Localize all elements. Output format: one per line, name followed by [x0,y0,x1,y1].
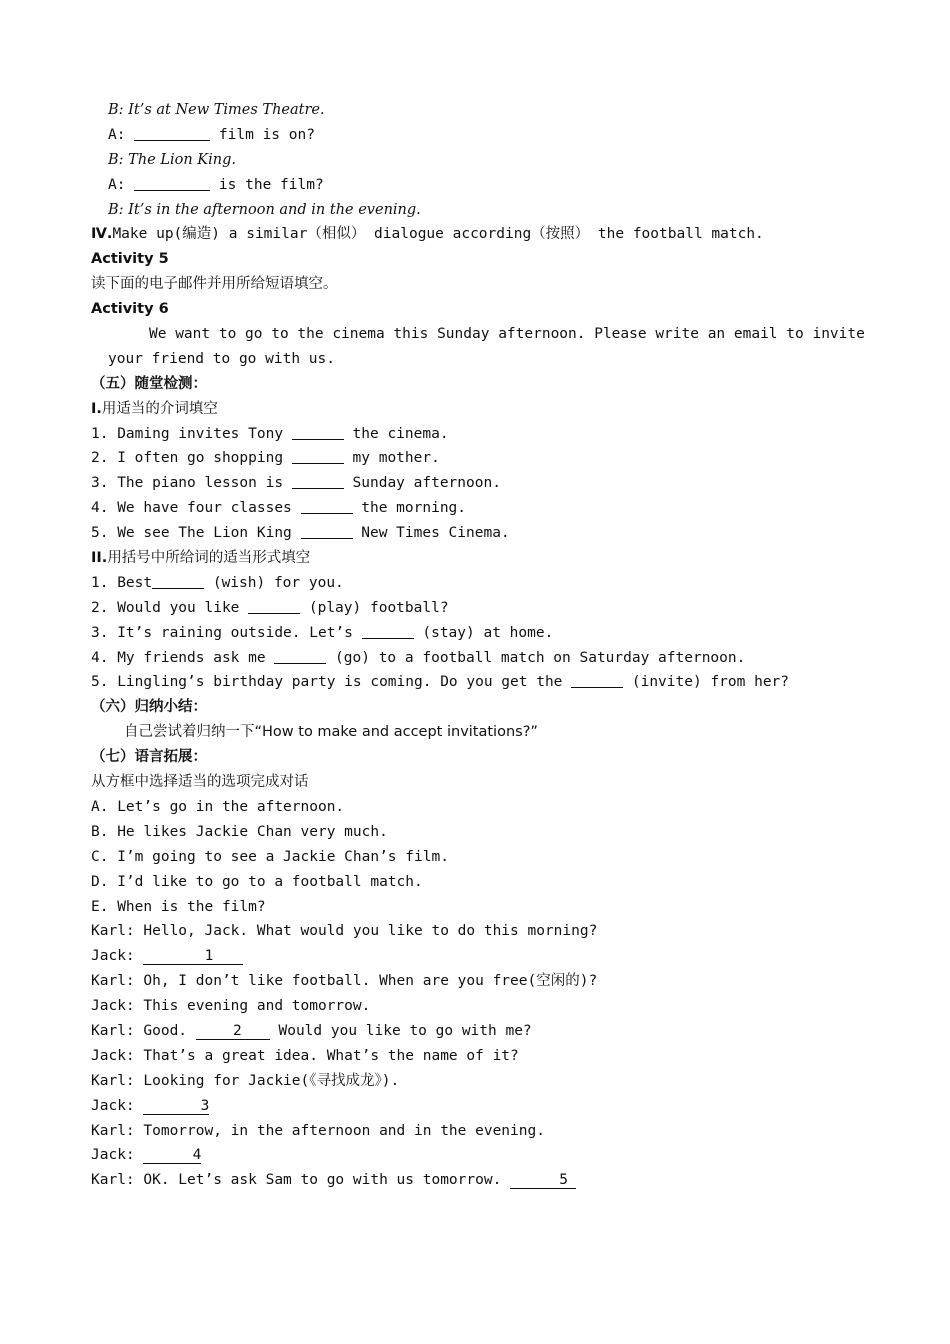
answer-blank-1[interactable]: 1 [143,948,243,965]
dialogue-line: A: film is on? [108,126,315,143]
answer-blank[interactable] [362,623,414,639]
activity-6-text: your friend to go with us. [108,350,335,367]
dialogue-line: Jack: That’s a great idea. What’s the name of it? [91,1047,519,1064]
answer-blank-3[interactable]: 3 [143,1098,209,1115]
answer-blank-2[interactable]: 2 [196,1023,270,1040]
question-item: 2. I often go shopping my mother. [91,450,440,467]
question-item: 4. My friends ask me (go) to a football match on Saturday afternoon. [91,649,746,666]
option-item: C. I’m going to see a Jackie Chan’s film. [91,848,449,865]
worksheet-page [0,98,950,1193]
activity-6-title: Activity 6 [91,301,169,318]
dialogue-line: Karl: Looking for Jackie(《寻找成龙》). [91,1072,400,1089]
answer-blank[interactable] [248,598,300,614]
answer-blank[interactable] [292,448,344,464]
answer-blank[interactable] [134,125,210,141]
answer-blank-4[interactable]: 4 [143,1147,201,1164]
answer-blank[interactable] [301,523,353,539]
dialogue-line: B: It’s in the afternoon and in the evening. [108,201,421,218]
part-2-heading: II.用括号中所给词的适当形式填空 [91,550,311,567]
dialogue-line: Karl: OK. Let’s ask Sam to go with us tomorrow. 5 [0,1168,950,1193]
answer-blank[interactable] [292,473,344,489]
question-item: 2. Would you like (play) football? [91,599,449,616]
answer-blank-5[interactable]: 5 [510,1172,576,1189]
dialogue-line: Jack: 3 [91,1097,210,1114]
task-4: Ⅳ.Make up(编造) a similar（相似） dialogue according（按照） the football match. [91,226,764,243]
section-6-text: 自己尝试着归纳一下“How to make and accept invitations?” [124,724,538,741]
question-item: 1. Best (wish) for you. [91,574,344,591]
dialogue-line: Karl: Oh, I don’t like football. When are you free(空闲的)? [91,973,598,990]
question-item: 3. It’s raining outside. Let’s (stay) at home. [91,624,554,641]
option-item: D. I’d like to go to a football match. [91,873,423,890]
section-7-instruction: 从方框中选择适当的选项完成对话 [91,774,309,791]
activity-6-text: We want to go to the cinema this Sunday afternoon. Please write an email to invite [149,326,865,343]
option-item: E. When is the film? [91,898,266,915]
question-item: 5. Lingling’s birthday party is coming. Do you get the (invite) from her? [91,674,790,691]
dialogue-line: B: The Lion King. [108,151,236,168]
dialogue-line: Karl: Good. 2 Would you like to go with me? [91,1022,532,1039]
activity-5-text: 读下面的电子邮件并用所给短语填空。 [91,276,338,293]
answer-blank[interactable] [301,498,353,514]
option-item: A. Let’s go in the afternoon. [91,798,345,815]
dialogue-line: Jack: 1 [0,944,950,969]
answer-blank[interactable] [571,672,623,688]
question-item: 1. Daming invites Tony the cinema. [91,425,449,442]
section-7-title: （七）语言拓展： [91,749,207,766]
option-item: B. He likes Jackie Chan very much. [91,823,388,840]
section-6-title: （六）归纳小结： [91,699,207,716]
question-item: 3. The piano lesson is Sunday afternoon. [91,475,501,492]
question-item: 5. We see The Lion King New Times Cinema. [91,525,510,542]
dialogue-line: Karl: Tomorrow, in the afternoon and in the evening. [91,1122,545,1139]
part-1-heading: I.用适当的介词填空 [91,400,218,417]
answer-blank[interactable] [292,424,344,440]
dialogue-line: Jack: 4 [91,1147,202,1164]
answer-blank[interactable] [274,648,326,664]
dialogue-line: B: It’s at New Times Theatre. [108,102,325,118]
dialogue-line: A: is the film? [108,176,324,193]
answer-blank[interactable] [152,573,204,589]
answer-blank[interactable] [134,175,210,191]
section-5-title: （五）随堂检测： [91,375,207,392]
dialogue-line: Karl: Hello, Jack. What would you like to do this morning? [91,923,598,940]
question-item: 4. We have four classes the morning. [91,500,467,517]
activity-5-title: Activity 5 [91,251,169,268]
dialogue-line: Jack: This evening and tomorrow. [91,998,371,1015]
